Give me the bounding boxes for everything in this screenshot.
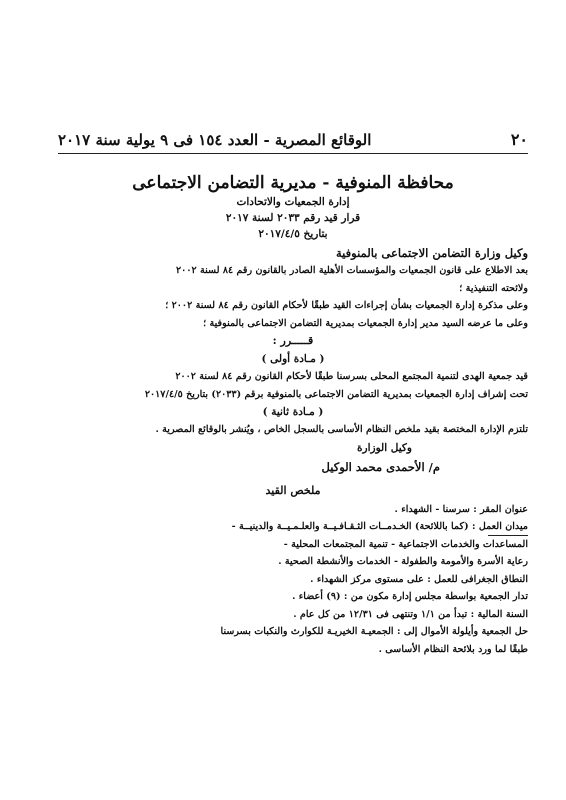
summary-line: السنة المالية : تبدأ من ١/١ وتنتهى فى ١٢/٣١ من كل عام . bbox=[293, 608, 528, 620]
article-2-line: تلتزم الإدارة المختصة بقيد ملخص النظام الأساسى بالسجل الخاص ، ويُنشر بالوقائع المصرية . bbox=[155, 424, 528, 435]
summary-line: طبقًا لما ورد بلائحة النظام الأساسى . bbox=[378, 643, 528, 655]
publication-title: الوقائع المصرية - العدد ١٥٤ فى ٩ يولية سنة ٢٠١٧ bbox=[58, 131, 372, 149]
decision-number: قرار قيد رقم ٢٠٣٣ لسنة ٢٠١٧ bbox=[225, 212, 361, 224]
article-1-title: ( مـادة أولى ) bbox=[261, 353, 325, 365]
signature-name: م/ الأحمدى محمد الوكيل bbox=[321, 459, 440, 474]
summary-line: رعاية الأسرة والأمومة والطفولة - الخدمات والأنشطة الصحية . bbox=[278, 556, 528, 567]
decision-date: بتاريخ ٢٠١٧/٤/٥ bbox=[258, 228, 328, 240]
minister-line: وكيل وزارة التضامن الاجتماعى بالمنوفية bbox=[336, 246, 528, 260]
summary-title: ملخص القيد bbox=[265, 483, 321, 497]
page-number: ٢٠ bbox=[510, 130, 528, 149]
preamble-line: وعلى ما عرضه السيد مدير إدارة الجمعيات بمديرية التضامن الاجتماعى بالمنوفية ؛ bbox=[203, 317, 528, 329]
page-title: محافظة المنوفية - مديرية التضامن الاجتماعى bbox=[132, 173, 454, 193]
summary-line: عنوان المقر : سرسنا - الشهداء . bbox=[394, 503, 528, 515]
summary-line-activity bbox=[58, 518, 528, 536]
preamble-line: ولائحته التنفيذية ؛ bbox=[459, 282, 528, 294]
summary-list bbox=[58, 501, 528, 659]
summary-line: تدار الجمعية بواسطة مجلس إدارة مكون من : (٩) أعضاء . bbox=[292, 591, 528, 602]
summary-line: حل الجمعية وأيلولة الأموال إلى : الجمعيـة الخيريـة للكوارث والنكبات بسرسنا bbox=[220, 626, 528, 637]
signature-role: وكيل الوزارة bbox=[357, 441, 412, 454]
summary-line: النطاق الجغرافى للعمل : على مستوى مركز الشهداء . bbox=[310, 573, 528, 585]
running-header bbox=[58, 130, 528, 154]
summary-line: المساعدات والخدمات الاجتماعية - تنمية المجتمعات المحلية - bbox=[283, 538, 528, 550]
article-1-line: تحت إشراف إدارة الجمعيات بمديرية التضامن الاجتماعى بالمنوفية برقم (٢٠٣٣) بتاريخ ٢٠١٧/٤/٥ bbox=[144, 388, 528, 400]
decided-heading: قـــــرر : bbox=[272, 334, 314, 347]
activity-field: ميدان العمل : (كما باللائحة) الخـدمــات الثـقـافـيــة والعلـمـيــة والدينيــة - bbox=[231, 521, 528, 532]
preamble-line: بعد الاطلاع على قانون الجمعيات والمؤسسات الأهلية الصادر بالقانون رقم ٨٤ لسنة ٢٠٠٢ bbox=[176, 265, 528, 276]
department-line: إدارة الجمعيات والاتحادات bbox=[236, 196, 350, 208]
article-1-line: قيد جمعية الهدى لتنمية المجتمع المحلى بسرسنا طبقًا لأحكام القانون رقم ٨٤ لسنة ٢٠٠٢ bbox=[175, 371, 528, 382]
preamble-line: وعلى مذكرة إدارة الجمعيات بشأن إجراءات القيد طبقًا لأحكام القانون رقم ٨٤ لسنة ٢٠٠٢ ؛ bbox=[165, 300, 528, 311]
gazette-page bbox=[58, 130, 528, 658]
article-2-title: ( مـادة ثانية ) bbox=[262, 406, 324, 418]
preamble bbox=[58, 262, 528, 332]
